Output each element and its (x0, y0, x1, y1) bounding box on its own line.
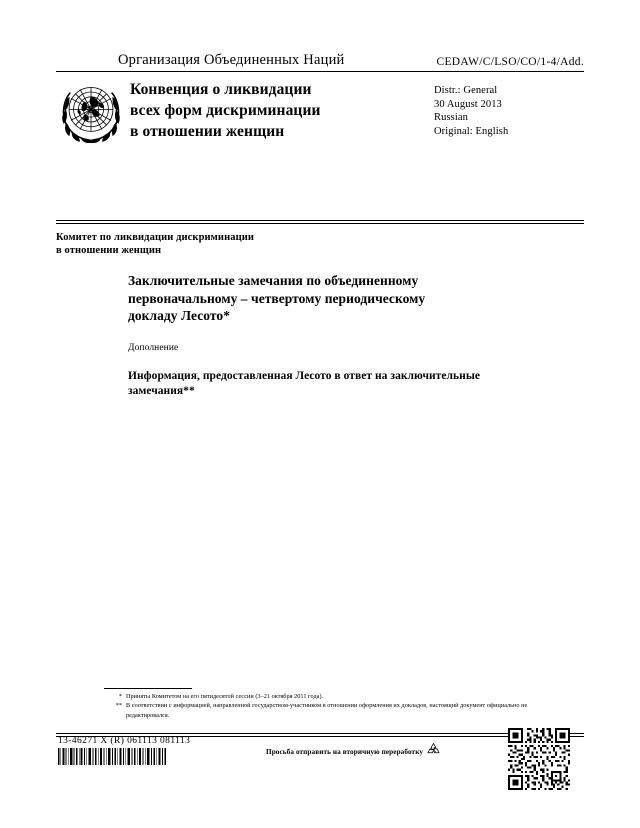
page-title-line-2: первоначальному – четвертому периодическому (128, 290, 426, 306)
qr-code (508, 728, 570, 790)
distribution-language: Russian (434, 112, 468, 123)
committee-name (56, 231, 584, 257)
organization-line (56, 52, 584, 71)
un-emblem (58, 81, 124, 143)
addendum-label: Дополнение (128, 342, 179, 353)
committee-name-line-1: Комитет по ликвидации дискриминации (56, 231, 255, 243)
convention-title-line-2: всех форм дискриминации (130, 102, 321, 119)
page-title-line-1: Заключительные замечания по объединенному (128, 273, 419, 288)
body-content (128, 272, 548, 399)
committee-name-line-2: в отношении женщин (56, 244, 162, 256)
convention-title-row (56, 79, 584, 143)
footnote-2-marker: ** (115, 702, 122, 710)
organization-name: Организация Объединенных Наций (118, 52, 345, 68)
recycle-text: Просьба отправить на вторичную переработку (266, 747, 424, 756)
footnote-1-marker: * (118, 693, 122, 700)
page-title (128, 272, 548, 325)
footnote-1-text: Приняты Комитетом на его пятидесятой сессии (3–21 октября 2011 года). (126, 693, 324, 700)
footnote-2-text: В соответствии с информацией, направленной государством-участником в отношении оформления их докладов, настоящий документ официально не редактировался. (126, 702, 528, 719)
convention-title-line-1: Конвенция о ликвидации (130, 81, 312, 98)
committee-section (56, 220, 584, 257)
footnotes (104, 688, 554, 720)
footnote-2 (104, 701, 554, 720)
job-number: 13-46271 X (R) 061113 081113 (58, 736, 191, 746)
masthead (56, 52, 584, 143)
page-title-line-3: докладу Лесото* (128, 308, 231, 323)
distribution-block (434, 84, 584, 138)
masthead-rule (56, 71, 584, 72)
footnote-separator (104, 688, 192, 689)
recycle-note (266, 742, 441, 761)
distribution-original: Original: English (434, 125, 509, 137)
distribution-type: Distr.: General (434, 85, 498, 96)
document-symbol: CEDAW/C/LSO/CO/1-4/Add. (436, 56, 584, 68)
recycle-icon (426, 742, 441, 761)
distribution-date: 30 August 2013 (434, 98, 502, 110)
barcode (58, 748, 166, 765)
convention-title (130, 79, 434, 142)
section-subtitle (128, 369, 548, 399)
section-subtitle-line-1: Информация, предоставленная Лесото в ответ на заключительные (128, 369, 481, 382)
footnote-1 (104, 692, 554, 701)
convention-title-line-3: в отношении женщин (130, 123, 285, 140)
committee-rule (56, 220, 584, 224)
section-subtitle-line-2: замечания** (128, 384, 195, 397)
